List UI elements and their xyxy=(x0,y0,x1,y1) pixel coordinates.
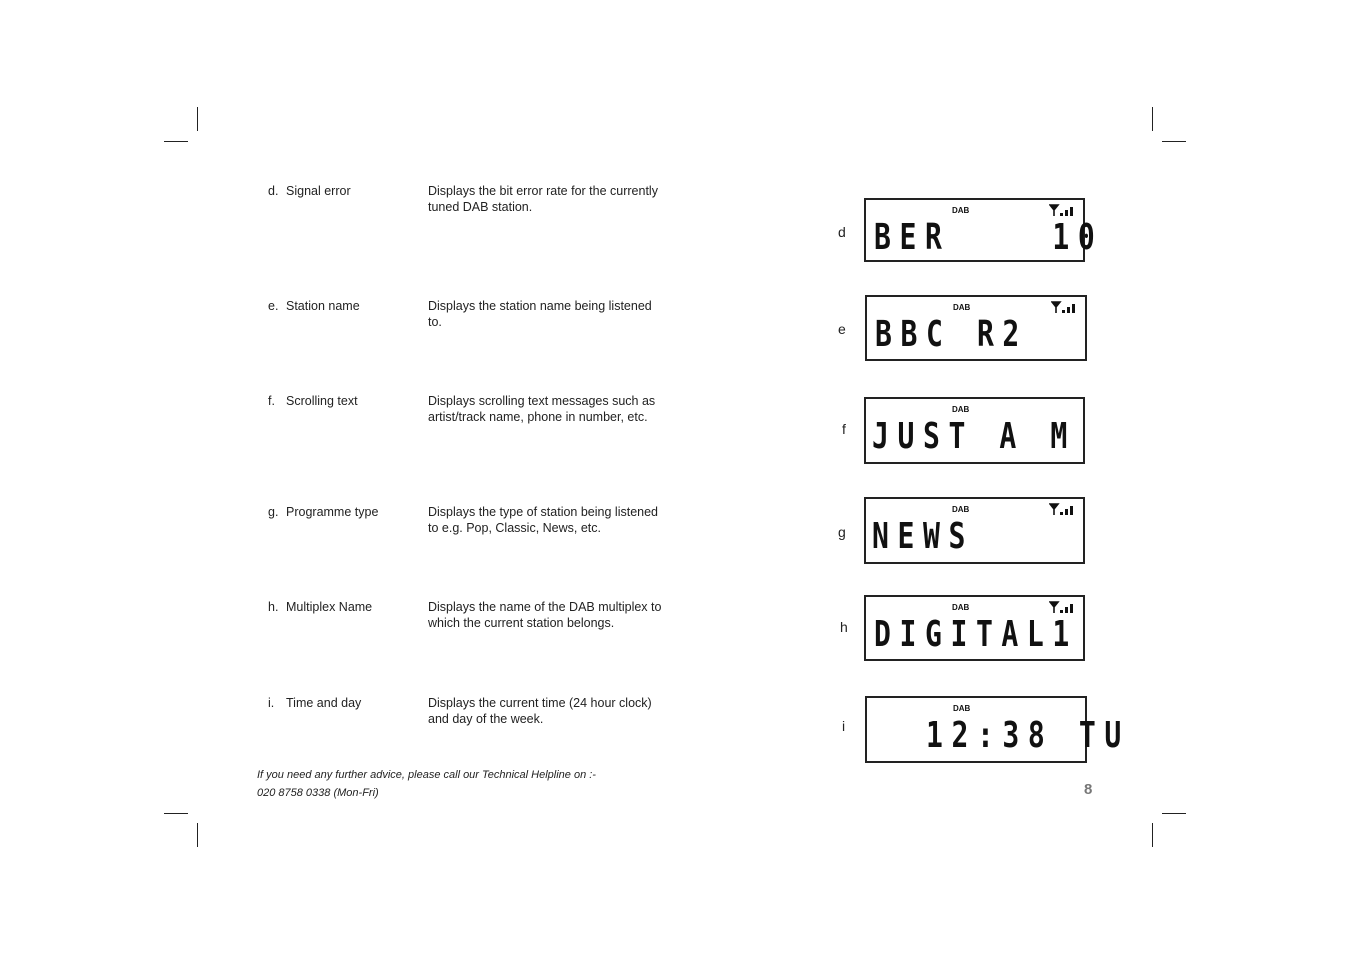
item-label: i. Time and day xyxy=(268,696,362,710)
dab-indicator: DAB xyxy=(953,303,971,312)
lcd-text: NEWS xyxy=(872,516,974,557)
item-description: Displays the name of the DAB multiplex to which the current station belongs. xyxy=(428,600,662,630)
display-letter: e xyxy=(838,321,846,337)
lcd-display xyxy=(864,497,1085,564)
signal-strength-icon xyxy=(1051,301,1077,313)
crop-mark xyxy=(1162,813,1186,814)
lcd-text: JUST A M xyxy=(872,416,1076,457)
item-label: h. Multiplex Name xyxy=(268,600,373,614)
item-description: Displays scrolling text messages such as artist/track name, phone in number, etc. xyxy=(428,394,656,424)
dab-indicator: DAB xyxy=(952,206,970,215)
dab-indicator: DAB xyxy=(952,603,970,612)
helpline-number: 020 8758 0338 (Mon-Fri) xyxy=(257,787,379,799)
item-label: f. Scrolling text xyxy=(268,394,358,408)
display-letter: g xyxy=(838,524,846,540)
signal-strength-icon xyxy=(1049,601,1075,613)
lcd-text: 12:38 TU xyxy=(875,715,1130,756)
helpline-text: If you need any further advice, please call our Technical Helpline on :- xyxy=(257,769,596,781)
crop-mark xyxy=(1152,823,1153,847)
display-letter: i xyxy=(842,718,846,734)
item-description: Displays the station name being listened to. xyxy=(428,299,652,329)
lcd-display xyxy=(864,198,1104,262)
lcd-display xyxy=(865,696,1130,763)
display-letter: h xyxy=(840,619,848,635)
signal-strength-icon xyxy=(1049,204,1075,216)
crop-mark xyxy=(164,813,188,814)
crop-mark xyxy=(164,141,188,142)
item-description: Displays the current time (24 hour clock) and day of the week. xyxy=(428,696,652,726)
lcd-text: BBC R2 xyxy=(875,314,1028,355)
page-number: 8 xyxy=(1084,781,1093,798)
crop-mark xyxy=(197,107,198,131)
dab-indicator: DAB xyxy=(952,405,970,414)
crop-mark xyxy=(197,823,198,847)
lcd-text: DIGITAL1 xyxy=(874,614,1078,655)
lcd-display xyxy=(864,397,1085,464)
item-label: d. Signal error xyxy=(268,184,351,198)
item-description: Displays the type of station being listened to e.g. Pop, Classic, News, etc. xyxy=(428,505,658,535)
lcd-display xyxy=(864,595,1085,661)
lcd-display xyxy=(865,295,1087,361)
display-letter: f xyxy=(842,421,846,437)
item-label: g. Programme type xyxy=(268,505,379,519)
signal-strength-icon xyxy=(1049,503,1075,515)
crop-mark xyxy=(1162,141,1186,142)
item-label: e. Station name xyxy=(268,299,360,313)
crop-mark xyxy=(1152,107,1153,131)
dab-indicator: DAB xyxy=(952,505,970,514)
lcd-text: BER 10 xyxy=(874,217,1104,258)
display-letter: d xyxy=(838,224,846,240)
dab-indicator: DAB xyxy=(953,704,971,713)
item-description: Displays the bit error rate for the currently tuned DAB station. xyxy=(428,184,658,214)
